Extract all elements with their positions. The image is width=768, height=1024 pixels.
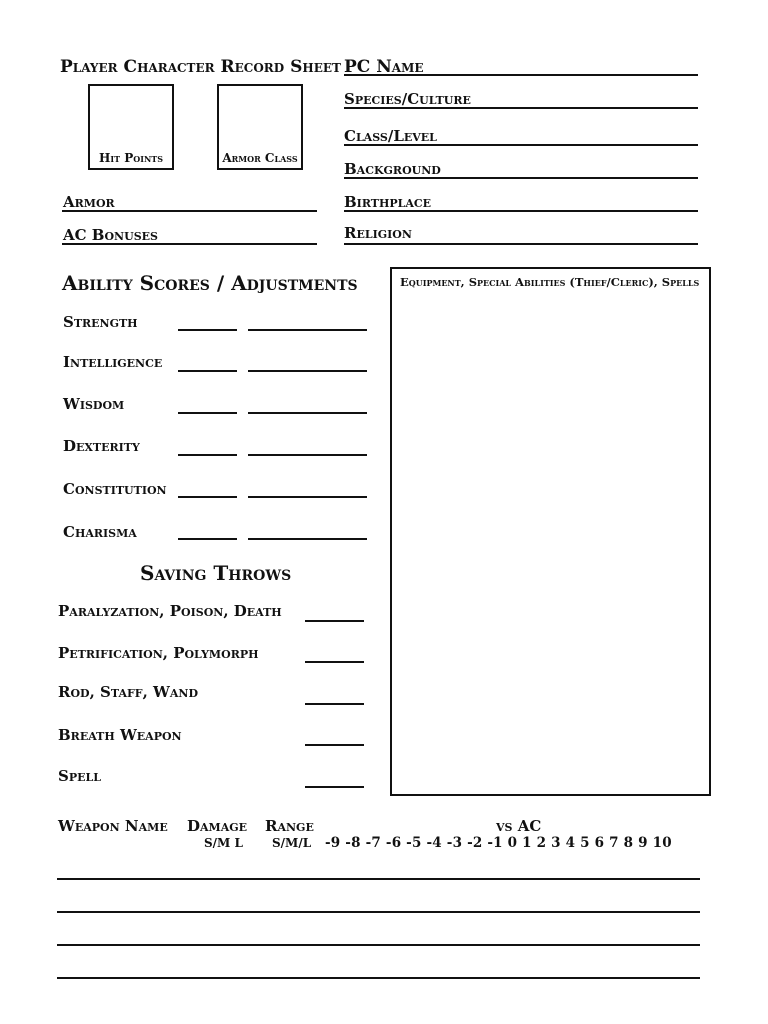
- saving-throw-field[interactable]: [305, 620, 364, 622]
- hit-points-box[interactable]: [88, 84, 174, 170]
- saving-throw-field[interactable]: [305, 786, 364, 788]
- damage-header: Damage: [187, 817, 248, 835]
- damage-subheader: S/M L: [204, 836, 243, 850]
- pc-name-label: PC Name: [344, 57, 424, 77]
- religion-label: Religion: [344, 224, 412, 242]
- ability-label: Wisdom: [63, 395, 125, 413]
- armor-field[interactable]: [62, 210, 317, 212]
- class-level-label: Class/Level: [344, 127, 437, 145]
- armor-class-label: Armor Class: [222, 151, 298, 165]
- ac-values-row: -9 -8 -7 -6 -5 -4 -3 -2 -1 0 1 2 3 4 5 6 7 8 9 10: [325, 835, 672, 851]
- saving-throw-label: Petrification, Polymorph: [58, 644, 259, 662]
- ac-bonuses-field[interactable]: [62, 243, 317, 245]
- ability-score-field[interactable]: [178, 370, 237, 372]
- birthplace-label: Birthplace: [344, 193, 432, 211]
- vs-ac-header: vs AC: [496, 817, 542, 835]
- weapon-name-header: Weapon Name: [58, 817, 168, 835]
- background-label: Background: [344, 160, 441, 178]
- species-field[interactable]: [344, 107, 698, 109]
- ability-label: Intelligence: [63, 353, 163, 371]
- saving-throw-label: Breath Weapon: [58, 726, 182, 744]
- saving-throw-field[interactable]: [305, 703, 364, 705]
- background-field[interactable]: [344, 177, 698, 179]
- range-subheader: S/M/L: [272, 836, 312, 850]
- hit-points-label: Hit Points: [99, 151, 163, 165]
- ability-label: Charisma: [63, 523, 137, 541]
- saving-throw-label: Rod, Staff, Wand: [58, 683, 199, 701]
- equipment-box[interactable]: [390, 267, 711, 796]
- ac-bonuses-label: AC Bonuses: [63, 226, 158, 244]
- saving-throws-title: Saving Throws: [140, 561, 292, 585]
- saving-throw-field[interactable]: [305, 661, 364, 663]
- ability-adjustment-field[interactable]: [248, 412, 367, 414]
- class-level-field[interactable]: [344, 144, 698, 146]
- weapon-row-line[interactable]: [57, 911, 700, 913]
- ability-score-field[interactable]: [178, 412, 237, 414]
- saving-throw-label: Paralyzation, Poison, Death: [58, 602, 282, 620]
- armor-class-box[interactable]: [217, 84, 303, 170]
- ability-score-field[interactable]: [178, 454, 237, 456]
- ability-score-field[interactable]: [178, 496, 237, 498]
- pc-name-field[interactable]: [344, 74, 698, 76]
- ability-label: Dexterity: [63, 437, 140, 455]
- ability-score-field[interactable]: [178, 538, 237, 540]
- weapon-row-line[interactable]: [57, 878, 700, 880]
- ability-adjustment-field[interactable]: [248, 329, 367, 331]
- armor-label: Armor: [63, 193, 115, 211]
- birthplace-field[interactable]: [344, 210, 698, 212]
- sheet-title: Player Character Record Sheet: [60, 57, 341, 77]
- religion-field[interactable]: [344, 243, 698, 245]
- ability-label: Constitution: [63, 480, 167, 498]
- range-header: Range: [265, 817, 314, 835]
- species-label: Species/Culture: [344, 90, 471, 108]
- ability-adjustment-field[interactable]: [248, 496, 367, 498]
- equipment-title: Equipment, Special Abilities (Thief/Cleric), Spells: [400, 275, 700, 289]
- saving-throw-label: Spell: [58, 767, 101, 785]
- ability-score-field[interactable]: [178, 329, 237, 331]
- ability-label: Strength: [63, 313, 138, 331]
- ability-scores-title: Ability Scores / Adjustments: [62, 271, 358, 295]
- weapon-row-line[interactable]: [57, 977, 700, 979]
- weapon-row-line[interactable]: [57, 944, 700, 946]
- ability-adjustment-field[interactable]: [248, 370, 367, 372]
- ability-adjustment-field[interactable]: [248, 538, 367, 540]
- saving-throw-field[interactable]: [305, 744, 364, 746]
- ability-adjustment-field[interactable]: [248, 454, 367, 456]
